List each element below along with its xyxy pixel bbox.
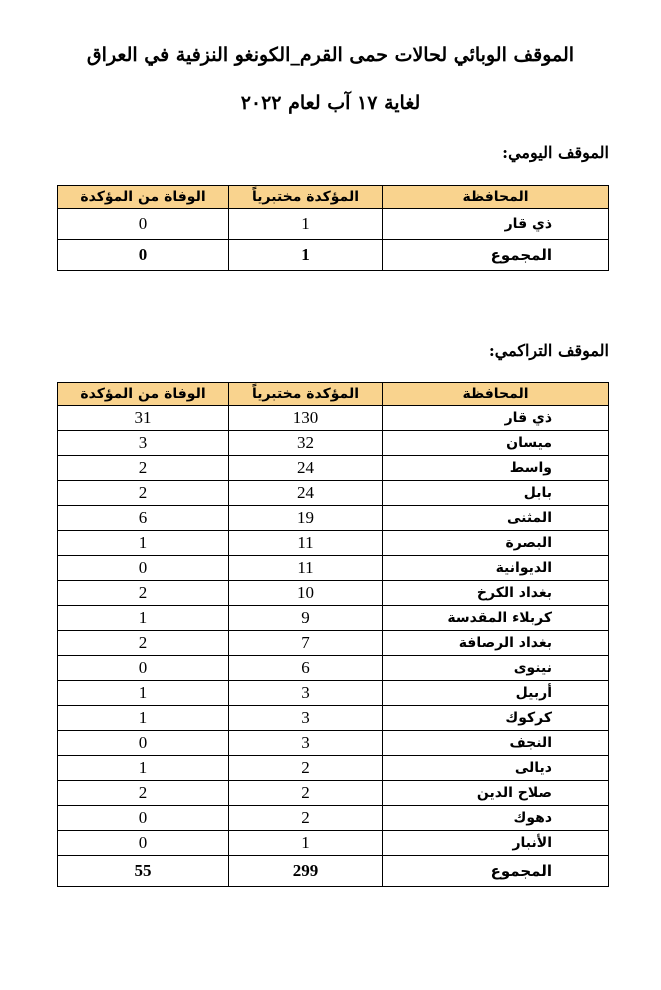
governorate-cell: بابل [383, 481, 609, 506]
governorate-cell: بغداد الكرخ [383, 581, 609, 606]
cumulative-table [57, 382, 609, 887]
table-row [58, 456, 609, 481]
deaths-cell: 0 [58, 556, 229, 581]
deaths-cell: 2 [58, 581, 229, 606]
confirmed-cell: 11 [229, 556, 383, 581]
table-row [58, 506, 609, 531]
governorate-cell: الأنبار [383, 831, 609, 856]
table-row [58, 556, 609, 581]
governorate-cell: نينوى [383, 656, 609, 681]
deaths-cell: 1 [58, 681, 229, 706]
total-confirmed: 1 [229, 240, 383, 271]
table-row [58, 731, 609, 756]
deaths-cell: 0 [58, 656, 229, 681]
governorate-cell: البصرة [383, 531, 609, 556]
governorate-cell: كربلاء المقدسة [383, 606, 609, 631]
confirmed-cell: 24 [229, 456, 383, 481]
confirmed-cell: 10 [229, 581, 383, 606]
table-row [58, 706, 609, 731]
table-row [58, 756, 609, 781]
table-row [58, 581, 609, 606]
table-row [58, 806, 609, 831]
table-header-row [58, 383, 609, 406]
column-header-governorate: المحافظة [383, 383, 609, 406]
confirmed-cell: 19 [229, 506, 383, 531]
deaths-cell: 31 [58, 406, 229, 431]
table-row [58, 681, 609, 706]
deaths-cell: 1 [58, 706, 229, 731]
deaths-cell: 1 [58, 756, 229, 781]
governorate-cell: صلاح الدين [383, 781, 609, 806]
table-row [58, 406, 609, 431]
deaths-cell: 0 [58, 731, 229, 756]
date-subtitle: لغاية ١٧ آب لعام ٢٠٢٢ [240, 92, 421, 114]
confirmed-cell: 2 [229, 781, 383, 806]
table-row [58, 831, 609, 856]
confirmed-cell: 24 [229, 481, 383, 506]
page-title: الموقف الوبائي لحالات حمى القرم_الكونغو النزفية في العراق [86, 44, 575, 66]
governorate-cell: ذي قار [383, 406, 609, 431]
daily-section-label: الموقف اليومي: [502, 143, 609, 162]
table-row [58, 656, 609, 681]
confirmed-cell: 9 [229, 606, 383, 631]
confirmed-cell: 32 [229, 431, 383, 456]
governorate-cell: ديالى [383, 756, 609, 781]
deaths-cell: 2 [58, 456, 229, 481]
confirmed-cell: 7 [229, 631, 383, 656]
confirmed-cell: 3 [229, 681, 383, 706]
table-row [58, 631, 609, 656]
governorate-cell: كركوك [383, 706, 609, 731]
confirmed-cell: 11 [229, 531, 383, 556]
total-deaths: 55 [58, 856, 229, 887]
governorate-cell: أربيل [383, 681, 609, 706]
deaths-cell: 1 [58, 531, 229, 556]
total-row [58, 856, 609, 887]
deaths-cell: 2 [58, 781, 229, 806]
confirmed-cell: 130 [229, 406, 383, 431]
total-confirmed: 299 [229, 856, 383, 887]
deaths-cell: 0 [58, 209, 229, 240]
table-row [58, 209, 609, 240]
confirmed-cell: 3 [229, 706, 383, 731]
table-row [58, 481, 609, 506]
governorate-cell: النجف [383, 731, 609, 756]
confirmed-cell: 1 [229, 209, 383, 240]
deaths-cell: 0 [58, 806, 229, 831]
deaths-cell: 0 [58, 831, 229, 856]
governorate-cell: ذي قار [383, 209, 609, 240]
governorate-cell: الديوانية [383, 556, 609, 581]
table-row [58, 606, 609, 631]
total-row [58, 240, 609, 271]
governorate-cell: بغداد الرصافة [383, 631, 609, 656]
total-label: المجموع [383, 240, 609, 271]
column-header-deaths: الوفاة من المؤكدة [58, 186, 229, 209]
deaths-cell: 2 [58, 481, 229, 506]
total-label: المجموع [383, 856, 609, 887]
column-header-confirmed: المؤكدة مختبرياً [229, 383, 383, 406]
table-row [58, 531, 609, 556]
column-header-governorate: المحافظة [383, 186, 609, 209]
deaths-cell: 2 [58, 631, 229, 656]
table-row [58, 781, 609, 806]
confirmed-cell: 6 [229, 656, 383, 681]
governorate-cell: ميسان [383, 431, 609, 456]
cumulative-section-label: الموقف التراكمي: [488, 341, 609, 360]
governorate-cell: واسط [383, 456, 609, 481]
table-header-row [58, 186, 609, 209]
column-header-deaths: الوفاة من المؤكدة [58, 383, 229, 406]
column-header-confirmed: المؤكدة مختبرياً [229, 186, 383, 209]
deaths-cell: 6 [58, 506, 229, 531]
table-row [58, 431, 609, 456]
confirmed-cell: 2 [229, 756, 383, 781]
daily-table [57, 185, 609, 271]
deaths-cell: 1 [58, 606, 229, 631]
deaths-cell: 3 [58, 431, 229, 456]
confirmed-cell: 3 [229, 731, 383, 756]
total-deaths: 0 [58, 240, 229, 271]
governorate-cell: المثنى [383, 506, 609, 531]
confirmed-cell: 2 [229, 806, 383, 831]
governorate-cell: دهوك [383, 806, 609, 831]
confirmed-cell: 1 [229, 831, 383, 856]
